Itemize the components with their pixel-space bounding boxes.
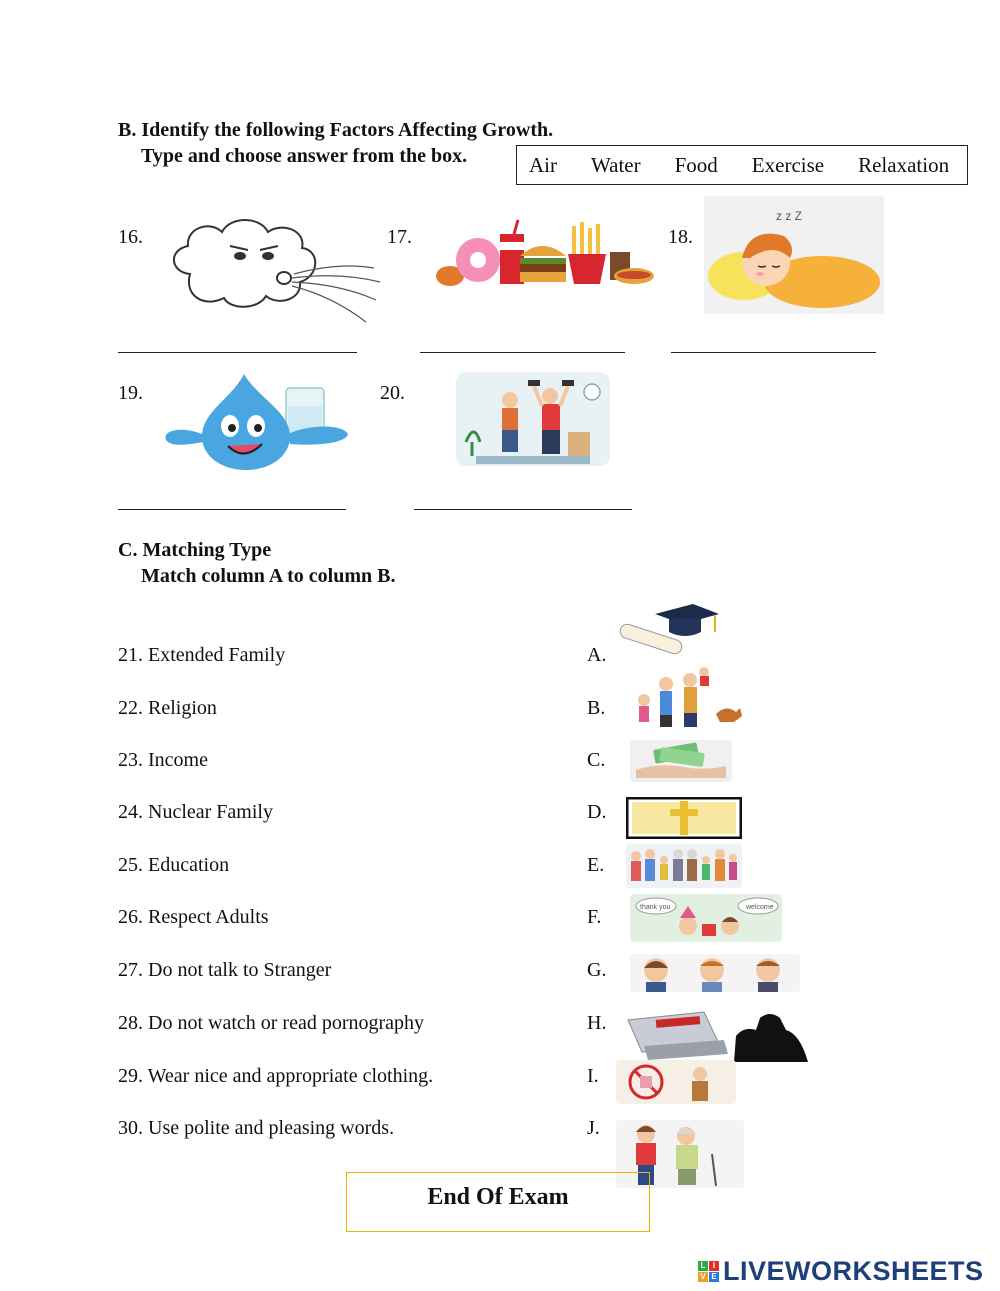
answer-line-17[interactable] xyxy=(420,352,625,353)
column-a-item-23: 23. Income xyxy=(118,749,208,771)
wind-cloud-image xyxy=(160,212,382,332)
appropriate-clothing-image xyxy=(616,1060,736,1104)
bubble-welcome: welcome xyxy=(746,904,774,911)
extended-family-image xyxy=(626,844,742,888)
badge-letter-e: E xyxy=(709,1272,719,1282)
badge-letter-l: L xyxy=(698,1261,708,1271)
section-b-title: B. Identify the following Factors Affecting Growth. xyxy=(118,119,554,141)
money-hand-image xyxy=(630,740,732,782)
choice-air: Air xyxy=(529,152,557,177)
column-a-item-28: 28. Do not watch or read pornography xyxy=(118,1012,425,1034)
polite-words-image xyxy=(630,894,782,942)
answer-line-20[interactable] xyxy=(414,509,632,510)
exercising-family-image xyxy=(456,372,610,466)
svg-text:z z Z: z z Z xyxy=(776,209,802,223)
answer-choice-box xyxy=(516,145,968,185)
column-a-item-24: 24. Nuclear Family xyxy=(118,801,273,823)
graduation-cap-image xyxy=(615,602,723,662)
column-b-letter-i: I. xyxy=(587,1065,599,1087)
section-c-instruction: Match column A to column B. xyxy=(141,565,396,587)
answer-line-18[interactable] xyxy=(671,352,876,353)
column-b-letter-b: B. xyxy=(587,697,606,719)
end-of-exam-label: End Of Exam xyxy=(427,1183,569,1210)
column-b-letter-d: D. xyxy=(587,801,607,823)
item-19-number: 19. xyxy=(118,382,143,404)
answer-line-19[interactable] xyxy=(118,509,346,510)
logo-badge-icon xyxy=(698,1261,719,1282)
choice-exercise: Exercise xyxy=(751,152,825,177)
column-b-letter-a: A. xyxy=(587,644,607,666)
column-b-letter-g: G. xyxy=(587,959,607,981)
column-a-item-21: 21. Extended Family xyxy=(118,644,286,666)
bible-cross-image xyxy=(626,797,742,839)
column-a-item-29: 29. Wear nice and appropriate clothing. xyxy=(118,1065,434,1087)
column-b-letter-f: F. xyxy=(587,906,602,928)
item-20-number: 20. xyxy=(380,382,405,404)
column-b-letter-c: C. xyxy=(587,749,606,771)
end-of-exam-box xyxy=(346,1172,650,1232)
brand-name: LIVEWORKSHEETS xyxy=(723,1256,984,1286)
choice-food: Food xyxy=(674,152,718,177)
strangers-image xyxy=(630,954,800,992)
section-c-title: C. Matching Type xyxy=(118,539,272,561)
column-a-item-22: 22. Religion xyxy=(118,697,217,719)
column-a-item-26: 26. Respect Adults xyxy=(118,906,269,928)
no-pornography-image xyxy=(624,1006,810,1062)
item-18-number: 18. xyxy=(668,226,693,248)
column-b-letter-j: J. xyxy=(587,1117,600,1139)
liveworksheets-logo xyxy=(698,1256,984,1287)
item-17-number: 17. xyxy=(387,226,412,248)
column-a-item-27: 27. Do not talk to Stranger xyxy=(118,959,332,981)
badge-letter-v: V xyxy=(698,1272,708,1282)
badge-letter-i: I xyxy=(709,1261,719,1271)
column-b-letter-e: E. xyxy=(587,854,605,876)
water-drop-image xyxy=(162,372,352,472)
bubble-thank-you: thank you xyxy=(640,904,671,911)
column-a-item-30: 30. Use polite and pleasing words. xyxy=(118,1117,395,1139)
column-b-letter-h: H. xyxy=(587,1012,607,1034)
choice-water: Water xyxy=(591,152,641,177)
choice-relaxation: Relaxation xyxy=(858,152,950,177)
answer-line-16[interactable] xyxy=(118,352,357,353)
sleeping-child-image xyxy=(704,196,884,314)
item-16-number: 16. xyxy=(118,226,143,248)
section-b-instruction: Type and choose answer from the box. xyxy=(141,145,468,167)
nuclear-family-image xyxy=(630,664,748,728)
junk-food-image xyxy=(434,218,656,290)
column-a-item-25: 25. Education xyxy=(118,854,230,876)
